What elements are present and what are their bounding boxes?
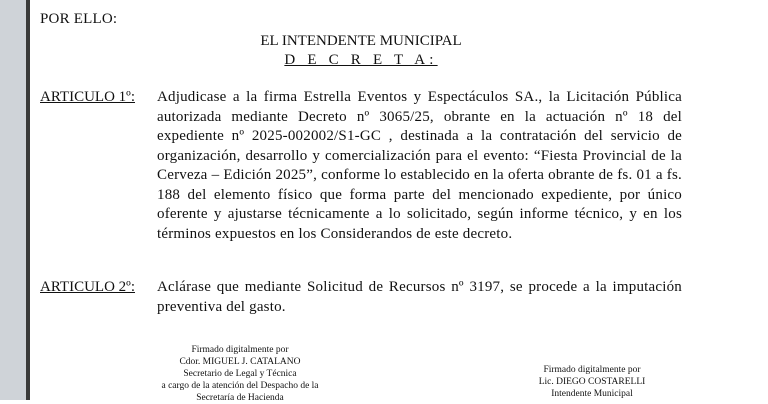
article-2-text: Aclárase que mediante Solicitud de Recursos nº 3197, se procede a la imputación preventiva del gasto. — [157, 279, 682, 315]
signature-role-detail: a cargo de la atención del Despacho de la — [161, 381, 319, 391]
signature-line: Firmado digitalmente por — [543, 365, 641, 375]
document-title: EL INTENDENTE MUNICIPAL — [260, 33, 462, 49]
page-margin — [0, 0, 26, 400]
signature-role-detail-2: Secretaría de Hacienda — [196, 393, 284, 403]
document-page — [40, 0, 682, 403]
signature-name: Lic. DIEGO COSTARELLI — [538, 377, 646, 387]
signature-block-secretario — [150, 344, 330, 404]
article-1-label: ARTICULO 1º: — [40, 89, 135, 105]
page-right-margin — [682, 0, 768, 400]
signature-name: Cdor. MIGUEL J. CATALANO — [179, 357, 301, 367]
signature-role: Secretario de Legal y Técnica — [183, 369, 297, 379]
signature-block-intendente — [502, 364, 682, 400]
article-2-label: ARTICULO 2º: — [40, 279, 135, 295]
signature-role: Intendente Municipal — [551, 389, 633, 399]
decreta-heading: D E C R E T A: — [284, 52, 438, 68]
signature-line: Firmado digitalmente por — [191, 345, 289, 355]
por-ello-heading: POR ELLO: — [40, 11, 118, 27]
article-1-text: Adjudicase a la firma Estrella Eventos y Espectáculos SA., la Licitación Pública autorizada mediante Decreto nº 3065/25, obrante en la actuación nº 18 del expediente nº 2025-002002/S1-GC , destinada a la contratación del servicio de organización, desarrollo y comercialización para el evento: “Fiesta Provincial de la Cerveza – Edición 2025”, conforme lo establecido en la oferta obrante de fs. 01 a fs. 188 del elemento físico que forma parte del mencionado expediente, por único oferente y ajustarse técnicamente a lo solicitado, según informe técnico, y en los términos expuestos en los Considerandos de este decreto. — [157, 89, 682, 242]
page-border-line — [26, 0, 30, 400]
